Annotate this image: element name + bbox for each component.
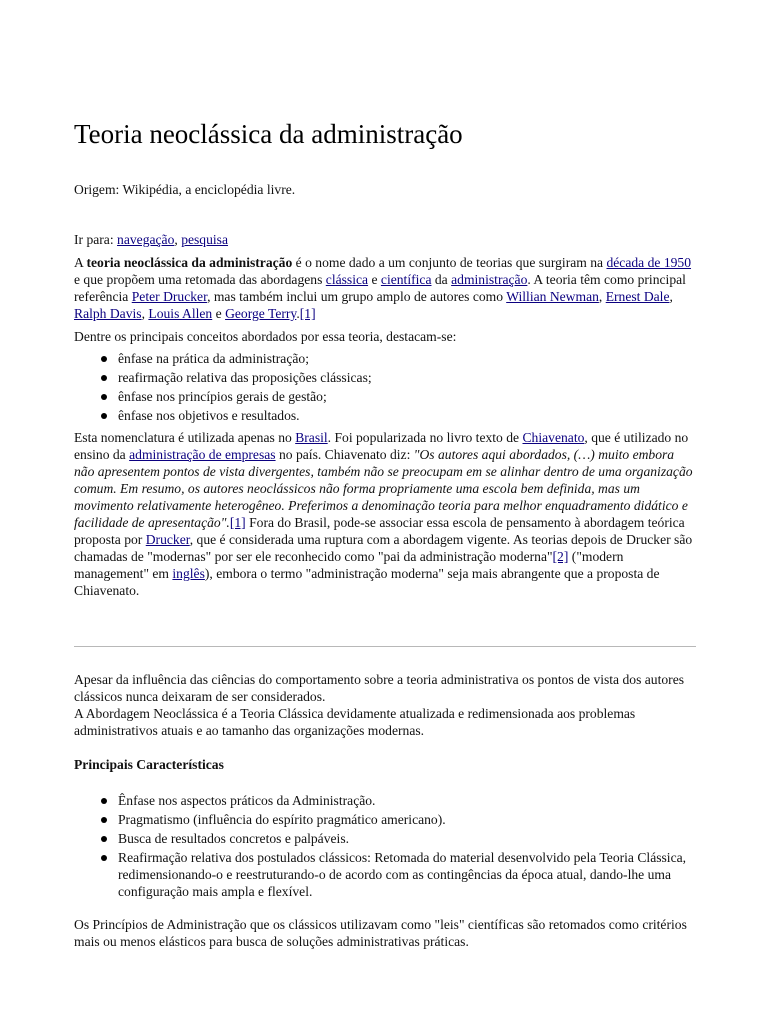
link-administracao[interactable]: administração bbox=[451, 272, 528, 287]
body-text: ), embora o termo "administração moderna" seja mais abrangente que a proposta de Chiavenato. bbox=[74, 566, 660, 598]
link-cientifica[interactable]: científica bbox=[380, 272, 432, 287]
intro-text: e bbox=[368, 272, 381, 287]
body-text: Esta nomenclatura é utilizada apenas no bbox=[74, 430, 296, 445]
link-decada-1950[interactable]: década de 1950 bbox=[606, 255, 692, 270]
link-brasil[interactable]: Brasil bbox=[295, 430, 328, 445]
intro-text: . bbox=[296, 306, 300, 321]
intro-text: e bbox=[212, 306, 226, 321]
intro-text: e que propõem uma retomada das abordagens bbox=[74, 272, 326, 287]
link-chiavenato[interactable]: Chiavenato bbox=[522, 430, 585, 445]
list-item: Busca de resultados concretos e palpáveis. bbox=[118, 830, 696, 847]
navigation-link[interactable]: navegação bbox=[117, 232, 175, 247]
reference-link-2[interactable]: [2] bbox=[552, 549, 569, 564]
page-title: Teoria neoclássica da administração bbox=[74, 119, 463, 149]
list-item: Ênfase nos aspectos práticos da Administração. bbox=[118, 792, 696, 809]
link-ingles[interactable]: inglês bbox=[172, 566, 205, 581]
link-drucker[interactable]: Drucker bbox=[145, 532, 190, 547]
concepts-intro: Dentre os principais conceitos abordados por essa teoria, destacam-se: bbox=[74, 329, 457, 344]
link-ralph-davis[interactable]: Ralph Davis bbox=[74, 306, 142, 321]
intro-text: A bbox=[74, 255, 87, 270]
link-classica[interactable]: clássica bbox=[325, 272, 369, 287]
intro-text: , bbox=[141, 306, 149, 321]
intro-text: , bbox=[598, 289, 606, 304]
body-text: , que é considerada uma ruptura com a abordagem vigente. As teorias depois de Drucker são chamadas de "modernas" por ser ele reconhecido como "pai da administração moderna" bbox=[74, 532, 693, 564]
link-peter-drucker[interactable]: Peter Drucker bbox=[131, 289, 208, 304]
list-item: Pragmatismo (influência do espírito pragmático americano). bbox=[118, 811, 696, 828]
jump-links bbox=[74, 231, 228, 248]
jump-prefix: Ir para: bbox=[74, 232, 118, 247]
reference-link-1[interactable]: [1] bbox=[299, 306, 316, 321]
chiavenato-quote: "Os autores aqui abordados, (…) muito embora não apresentem pontos de vista divergentes, também não se preocupam em se alinhar dentro de uma organização comum. Em resumo, os autores neoclássicos não forma propriamente uma escola bem definida, mas um movimento relativamente heterogêneo. Preferimos a denominação teoria para melhor enquadramento didático e facilidade de apresentação". bbox=[74, 447, 693, 530]
link-administracao-de-empresas[interactable]: administração de empresas bbox=[129, 447, 276, 462]
nomenclature-paragraph bbox=[74, 429, 696, 599]
concepts-list bbox=[74, 349, 696, 425]
body-text: Fora do Brasil, pode-se associar essa escola de pensamento à abordagem teórica proposta por bbox=[74, 515, 685, 547]
body-text: , que é utilizado no ensino da bbox=[74, 430, 689, 462]
intro-text: . A teoria têm como principal referência bbox=[74, 272, 686, 304]
behavioral-paragraph: Apesar da influência das ciências do comportamento sobre a teoria administrativa os pontos de vista dos autores clássicos nunca deixaram de ser considerados. bbox=[74, 672, 685, 704]
jump-separator: , bbox=[174, 232, 182, 247]
intro-bold-term: teoria neoclássica da administração bbox=[86, 255, 293, 270]
intro-text: da bbox=[431, 272, 452, 287]
intro-text: , mas também inclui um grupo amplo de autores como bbox=[207, 289, 507, 304]
list-item: ênfase na prática da administração; bbox=[118, 349, 696, 368]
body-text: no país. Chiavenato diz: bbox=[275, 447, 414, 462]
characteristics-list bbox=[74, 792, 696, 900]
second-section bbox=[74, 671, 696, 950]
intro-text: é o nome dado a um conjunto de teorias que surgiram na bbox=[292, 255, 607, 270]
list-item: Reafirmação relativa dos postulados clássicos: Retomada do material desenvolvido pela Teoria Clássica, redimensionando-o e reestruturando-o de acordo com as contingências da época atual, dando-lhe uma configuração mais ampla e flexível. bbox=[118, 849, 696, 900]
link-george-terry[interactable]: George Terry bbox=[225, 306, 297, 321]
link-willian-newman[interactable]: Willian Newman bbox=[506, 289, 599, 304]
section-heading: Principais Características bbox=[74, 757, 224, 772]
list-item: reafirmação relativa das proposições clássicas; bbox=[118, 368, 696, 387]
neoclassical-paragraph: A Abordagem Neoclássica é a Teoria Clássica devidamente atualizada e redimensionada aos problemas administrativos atuais e ao tamanho das organizações modernas. bbox=[74, 706, 636, 738]
link-ernest-dale[interactable]: Ernest Dale bbox=[605, 289, 670, 304]
intro-text: , bbox=[669, 289, 673, 304]
link-louis-allen[interactable]: Louis Allen bbox=[148, 306, 213, 321]
intro-section bbox=[74, 254, 696, 599]
section-divider bbox=[74, 646, 696, 647]
body-text: . Foi popularizada no livro texto de bbox=[327, 430, 523, 445]
list-item: ênfase nos princípios gerais de gestão; bbox=[118, 387, 696, 406]
principles-paragraph: Os Princípios de Administração que os clássicos utilizavam como "leis" científicas são retomados como critérios mais ou menos elásticos para busca de soluções administrativas práticas. bbox=[74, 917, 687, 949]
reference-link-1[interactable]: [1] bbox=[229, 515, 246, 530]
intro-paragraph bbox=[74, 254, 696, 322]
origin-line: Origem: Wikipédia, a enciclopédia livre. bbox=[74, 182, 296, 197]
body-text: ("modern management" em bbox=[74, 549, 624, 581]
list-item: ênfase nos objetivos e resultados. bbox=[118, 406, 696, 425]
search-link[interactable]: pesquisa bbox=[181, 232, 229, 247]
